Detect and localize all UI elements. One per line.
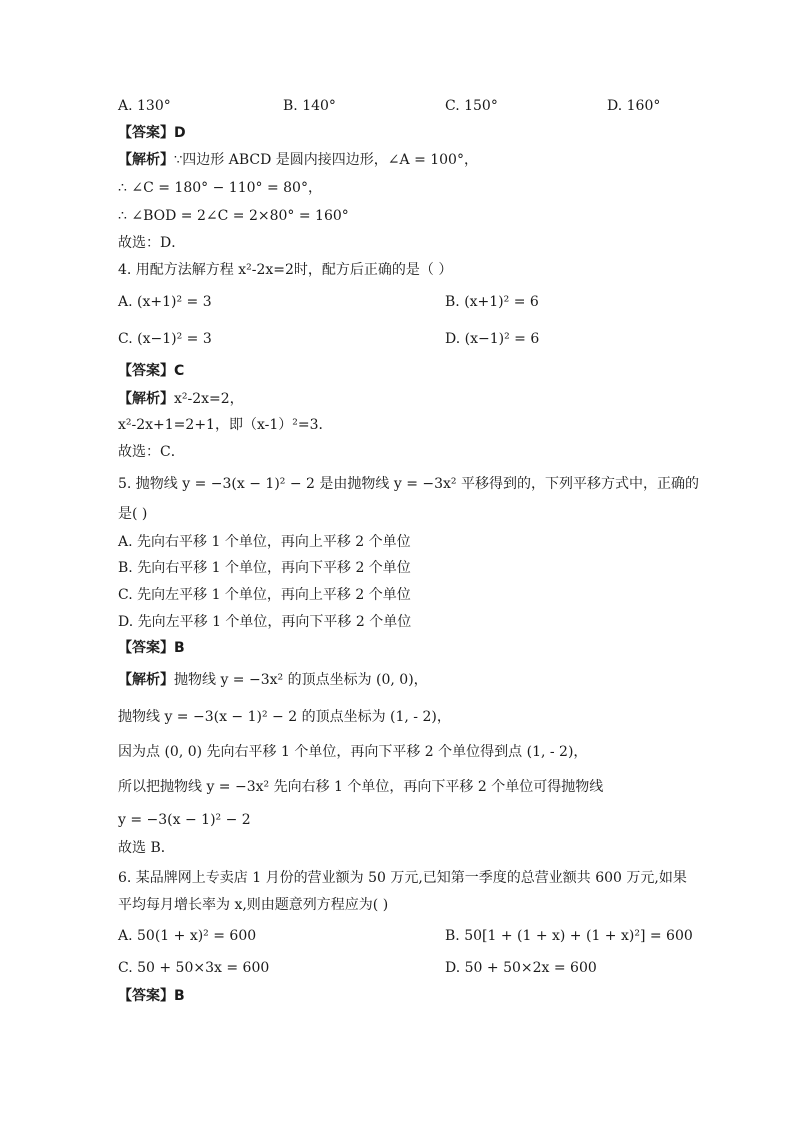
q6-option-a: A. 50(1 + x)² = 600 bbox=[118, 928, 257, 944]
q3-option-c: C. 150° bbox=[445, 98, 498, 114]
q6-stem-line-1: 6. 某品牌网上专卖店 1 月份的营业额为 50 万元,已知第一季度的总营业额共 600 万元,如果 bbox=[118, 870, 687, 886]
q4-analysis-line-1 bbox=[118, 389, 244, 409]
q4-option-a: A. (x+1)² = 3 bbox=[118, 294, 212, 310]
q5-option-b: B. 先向右平移 1 个单位，再向下平移 2 个单位 bbox=[118, 560, 411, 576]
q4-answer: 【答案】C bbox=[118, 363, 185, 379]
q3-answer: 【答案】D bbox=[118, 125, 186, 141]
q4-stem: 4. 用配方法解方程 x²-2x=2时，配方后正确的是（ ） bbox=[118, 262, 453, 278]
q5-option-a: A. 先向右平移 1 个单位，再向上平移 2 个单位 bbox=[118, 534, 411, 550]
q5-option-d: D. 先向左平移 1 个单位，再向下平移 2 个单位 bbox=[118, 614, 412, 630]
q3-conclusion: 故选：D． bbox=[118, 235, 186, 251]
q6-option-b: B. 50[1 + (1 + x) + (1 + x)²] = 600 bbox=[445, 928, 693, 944]
analysis-text: x²-2x=2， bbox=[174, 391, 244, 407]
q4-analysis-line-2: x²-2x+1=2+1，即（x-1）²=3． bbox=[118, 417, 333, 433]
q5-conclusion: 故选 B． bbox=[118, 840, 175, 856]
q5-answer: 【答案】B bbox=[118, 640, 185, 656]
q3-analysis-line-1 bbox=[118, 150, 478, 171]
q6-stem-line-2: 平均每月增长率为 x,则由题意列方程应为( ) bbox=[118, 897, 389, 913]
q4-conclusion: 故选：C． bbox=[118, 444, 185, 460]
analysis-tag: 【解析】 bbox=[118, 672, 174, 688]
q5-analysis-line-4: 所以把抛物线 y = −3x² 先向右移 1 个单位，再向下平移 2 个单位可得抛物线 bbox=[118, 779, 604, 795]
q4-option-b: B. (x+1)² = 6 bbox=[445, 294, 539, 310]
analysis-tag: 【解析】 bbox=[118, 152, 174, 168]
analysis-text: 抛物线 y = −3x² 的顶点坐标为 (0, 0)， bbox=[174, 672, 428, 688]
q3-option-b: B. 140° bbox=[283, 98, 336, 114]
q6-answer: 【答案】B bbox=[118, 988, 185, 1004]
q3-option-a: A. 130° bbox=[118, 98, 171, 114]
q5-analysis-line-3: 因为点 (0, 0) 先向右平移 1 个单位，再向下平移 2 个单位得到点 (1, - 2)， bbox=[118, 744, 588, 760]
q6-option-c: C. 50 + 50×3x = 600 bbox=[118, 960, 270, 976]
q3-analysis-line-3: ∴ ∠BOD = 2∠C = 2×80° = 160° bbox=[118, 208, 349, 224]
q3-option-d: D. 160° bbox=[607, 98, 661, 114]
q5-option-c: C. 先向左平移 1 个单位，再向上平移 2 个单位 bbox=[118, 587, 411, 603]
q5-analysis-line-1 bbox=[118, 670, 428, 690]
q5-stem-line-1: 5. 抛物线 y = −3(x − 1)² − 2 是由抛物线 y = −3x² 平移得到的，下列平移方式中，正确的 bbox=[118, 476, 699, 492]
q5-stem-line-2: 是( ) bbox=[118, 506, 148, 522]
q6-option-d: D. 50 + 50×2x = 600 bbox=[445, 960, 597, 976]
analysis-text: 四边形 ABCD 是圆内接四边形，∠A = 100°， bbox=[182, 152, 478, 168]
analysis-tag: 【解析】 bbox=[118, 391, 174, 407]
q5-analysis-line-2: 抛物线 y = −3(x − 1)² − 2 的顶点坐标为 (1, - 2)， bbox=[118, 709, 451, 725]
q3-analysis-line-2: ∴ ∠C = 180° − 110° = 80°， bbox=[118, 180, 322, 196]
because-icon: ∵ bbox=[174, 153, 183, 168]
q4-option-c: C. (x−1)² = 3 bbox=[118, 331, 212, 347]
q5-analysis-line-5: y = −3(x − 1)² − 2 bbox=[118, 812, 251, 828]
q4-option-d: D. (x−1)² = 6 bbox=[445, 331, 540, 347]
